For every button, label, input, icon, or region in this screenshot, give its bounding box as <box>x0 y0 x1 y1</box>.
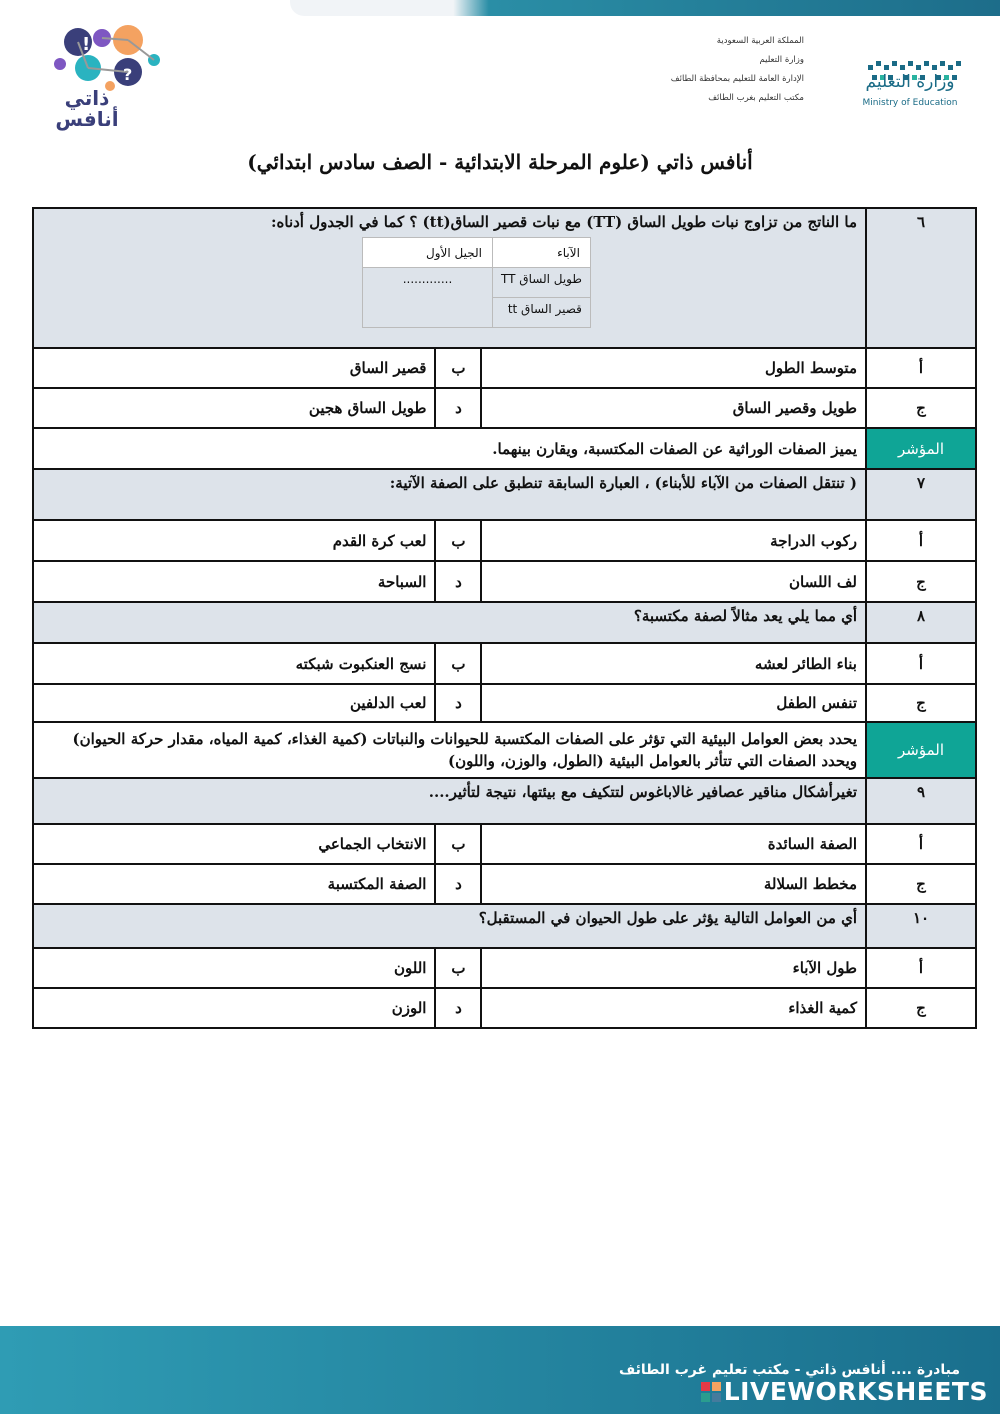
option-row <box>33 348 976 388</box>
ministry-line-4: مكتب التعليم بغرب الطائف <box>708 93 804 103</box>
option-letter: ب <box>435 643 481 684</box>
option-b[interactable]: قصير الساق <box>33 348 435 388</box>
genetics-table <box>362 237 591 328</box>
option-letter: ب <box>435 948 481 988</box>
liveworksheets-watermark <box>700 1377 988 1406</box>
option-d[interactable]: الوزن <box>33 988 435 1028</box>
option-letter: أ <box>866 520 976 561</box>
question-text: أي مما يلي يعد مثالاً لصفة مكتسبة؟ <box>33 602 866 643</box>
col-first-generation: الجيل الأول <box>363 238 493 268</box>
option-row <box>33 988 976 1028</box>
option-a[interactable]: متوسط الطول <box>481 348 866 388</box>
option-letter: ب <box>435 824 481 864</box>
question-text: ( تنتقل الصفات من الآباء للأبناء) ، العبارة السابقة تنطبق على الصفة الآتية: <box>33 469 866 520</box>
liveworksheets-text: LIVEWORKSHEETS <box>723 1377 988 1406</box>
logo-line-1: ذاتي <box>64 86 110 110</box>
option-row <box>33 864 976 904</box>
option-letter: أ <box>866 948 976 988</box>
option-letter: أ <box>866 643 976 684</box>
parent-2: قصير الساق tt <box>493 298 591 328</box>
option-letter: أ <box>866 824 976 864</box>
option-b[interactable]: لعب كرة القدم <box>33 520 435 561</box>
option-c[interactable]: لف اللسان <box>481 561 866 602</box>
page-title: أنافس ذاتي (علوم المرحلة الابتدائية - الصف سادس ابتدائي) <box>247 150 753 174</box>
option-d[interactable]: لعب الدلفين <box>33 684 435 722</box>
svg-text:?: ? <box>123 65 133 84</box>
option-letter: أ <box>866 348 976 388</box>
ministry-line-1: المملكة العربية السعودية <box>716 36 804 46</box>
top-decor-bar <box>290 0 1000 16</box>
moe-english-name: Ministry of Education <box>862 98 958 108</box>
option-row <box>33 948 976 988</box>
option-c[interactable]: تنفس الطفل <box>481 684 866 722</box>
option-row <box>33 561 976 602</box>
question-number: ٦ <box>866 208 976 348</box>
option-row <box>33 684 976 722</box>
moe-arabic-name: وزارة التعليم <box>865 72 955 92</box>
option-d[interactable]: السباحة <box>33 561 435 602</box>
option-a[interactable]: طول الآباء <box>481 948 866 988</box>
option-letter: ج <box>866 388 976 428</box>
question-row-6 <box>33 208 976 348</box>
option-letter: ج <box>866 864 976 904</box>
first-generation-blank[interactable]: ............. <box>363 268 493 328</box>
option-c[interactable]: كمية الغذاء <box>481 988 866 1028</box>
option-b[interactable]: الانتخاب الجماعي <box>33 824 435 864</box>
option-letter: د <box>435 561 481 602</box>
option-c[interactable]: طويل وقصير الساق <box>481 388 866 428</box>
question-text: أي من العوامل التالية يؤثر على طول الحيوان في المستقبل؟ <box>33 904 866 948</box>
indicator-row-2 <box>33 722 976 778</box>
ministry-line-3: الإدارة العامة للتعليم بمحافظة الطائف <box>670 74 804 84</box>
liveworksheets-icon <box>700 1381 722 1403</box>
question-number: ١٠ <box>866 904 976 948</box>
anafes-logo-text <box>32 88 142 130</box>
question-text: تغيرأشكال مناقير عصافير غالاباغوس لتتكيف مع بيئتها، نتيجة لتأثير.... <box>33 778 866 824</box>
option-d[interactable]: الصفة المكتسبة <box>33 864 435 904</box>
option-row <box>33 643 976 684</box>
indicator-label: المؤشر <box>866 428 976 469</box>
option-letter: ج <box>866 988 976 1028</box>
option-b[interactable]: نسج العنكبوت شبكته <box>33 643 435 684</box>
option-a[interactable]: بناء الطائر لعشه <box>481 643 866 684</box>
indicator-text: يحدد بعض العوامل البيئية التي تؤثر على الصفات المكتسبة للحيوانات والنباتات (كمية الغذاء، كمية المياه، مقدار حركة الحيوان) ويحدد الصفات التي تتأثر بالعوامل البيئية (الطول، والوزن، واللون) <box>33 722 866 778</box>
quiz-table <box>32 207 977 1029</box>
question-text: ما الناتج من تزاوج نبات طويل الساق (TT) مع نبات قصير الساق(tt) ؟ كما في الجدول أدناه: <box>270 213 857 231</box>
option-letter: ب <box>435 348 481 388</box>
question-cell <box>33 208 866 348</box>
svg-text:!: ! <box>82 34 91 55</box>
option-letter: ج <box>866 561 976 602</box>
option-c[interactable]: مخطط السلالة <box>481 864 866 904</box>
option-letter: ب <box>435 520 481 561</box>
option-d[interactable]: طويل الساق هجين <box>33 388 435 428</box>
parent-1: طويل الساق TT <box>493 268 591 298</box>
option-letter: ج <box>866 684 976 722</box>
option-letter: د <box>435 988 481 1028</box>
question-row-10 <box>33 904 976 948</box>
logo-line-2: أنافس <box>55 107 119 131</box>
question-row-7 <box>33 469 976 520</box>
indicator-label: المؤشر <box>866 722 976 778</box>
option-row <box>33 824 976 864</box>
ministry-header <box>670 30 970 115</box>
option-row <box>33 388 976 428</box>
option-b[interactable]: اللون <box>33 948 435 988</box>
footer-text: مبادرة .... أنافس ذاتي - مكتب تعليم غرب الطائف <box>618 1362 960 1378</box>
ministry-line-2: وزارة التعليم <box>759 55 804 65</box>
option-a[interactable]: ركوب الدراجة <box>481 520 866 561</box>
indicator-text: يميز الصفات الوراثية عن الصفات المكتسبة، ويقارن بينهما. <box>33 428 866 469</box>
question-number: ٧ <box>866 469 976 520</box>
question-row-8 <box>33 602 976 643</box>
indicator-row-1 <box>33 428 976 469</box>
col-parents: الآباء <box>493 238 591 268</box>
option-letter: د <box>435 388 481 428</box>
option-letter: د <box>435 684 481 722</box>
ministry-lines <box>624 32 804 108</box>
option-letter: د <box>435 864 481 904</box>
question-row-9 <box>33 778 976 824</box>
option-row <box>33 520 976 561</box>
question-number: ٨ <box>866 602 976 643</box>
option-a[interactable]: الصفة السائدة <box>481 824 866 864</box>
question-number: ٩ <box>866 778 976 824</box>
